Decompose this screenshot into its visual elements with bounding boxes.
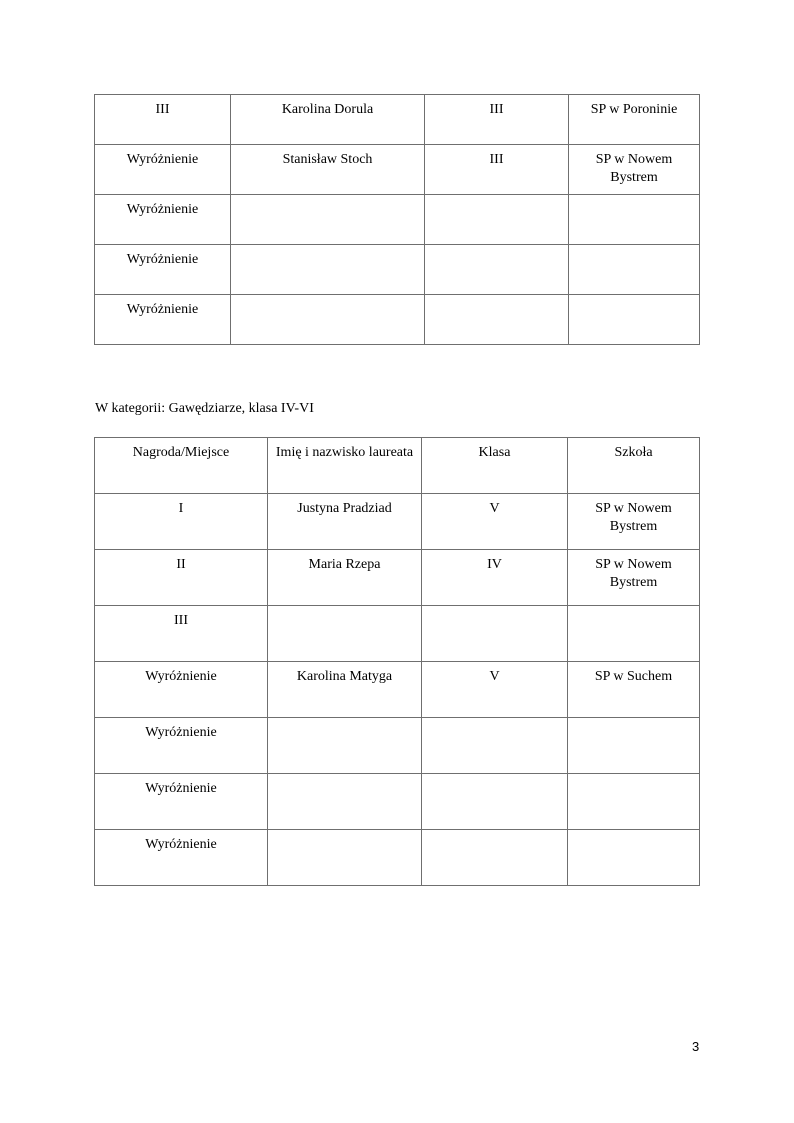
name-cell — [268, 606, 422, 662]
table-row — [95, 295, 700, 345]
class-cell: III — [425, 145, 569, 195]
class-cell — [422, 774, 568, 830]
place-cell: Wyróżnienie — [95, 774, 268, 830]
school-cell: SP w Poroninie — [569, 95, 700, 145]
school-cell: SP w Nowem Bystrem — [569, 145, 700, 195]
header-school: Szkoła — [568, 438, 700, 494]
header-class: Klasa — [422, 438, 568, 494]
school-cell: SP w Suchem — [568, 662, 700, 718]
class-cell — [425, 195, 569, 245]
place-cell: II — [95, 550, 268, 606]
name-cell — [231, 195, 425, 245]
school-cell: SP w Nowem Bystrem — [568, 550, 700, 606]
place-cell: Wyróżnienie — [95, 295, 231, 345]
page-number: 3 — [692, 1039, 700, 1054]
class-cell — [422, 830, 568, 886]
place-cell: III — [95, 606, 268, 662]
place-cell: Wyróżnienie — [95, 718, 268, 774]
place-cell: Wyróżnienie — [95, 830, 268, 886]
table-row — [95, 718, 700, 774]
name-cell: Karolina Dorula — [231, 95, 425, 145]
class-cell: V — [422, 494, 568, 550]
header-place: Nagroda/Miejsce — [95, 438, 268, 494]
header-name: Imię i nazwisko laureata — [268, 438, 422, 494]
place-cell: I — [95, 494, 268, 550]
class-cell: III — [425, 95, 569, 145]
place-cell: Wyróżnienie — [95, 245, 231, 295]
name-cell: Stanisław Stoch — [231, 145, 425, 195]
class-cell: IV — [422, 550, 568, 606]
results-table-continued — [94, 94, 700, 345]
class-cell: V — [422, 662, 568, 718]
results-table-gawedziarze — [94, 437, 700, 886]
class-cell — [425, 295, 569, 345]
school-cell — [568, 718, 700, 774]
table-row — [95, 662, 700, 718]
name-cell: Maria Rzepa — [268, 550, 422, 606]
name-cell — [268, 774, 422, 830]
school-cell: SP w Nowem Bystrem — [568, 494, 700, 550]
table-row — [95, 550, 700, 606]
place-cell: Wyróżnienie — [95, 195, 231, 245]
table-row — [95, 145, 700, 195]
name-cell — [231, 295, 425, 345]
name-cell: Karolina Matyga — [268, 662, 422, 718]
name-cell: Justyna Pradziad — [268, 494, 422, 550]
school-cell — [569, 245, 700, 295]
class-cell — [425, 245, 569, 295]
place-cell: Wyróżnienie — [95, 662, 268, 718]
class-cell — [422, 606, 568, 662]
name-cell — [268, 830, 422, 886]
table-header-row — [95, 438, 700, 494]
table-row — [95, 774, 700, 830]
table-row — [95, 245, 700, 295]
name-cell — [231, 245, 425, 295]
name-cell — [268, 718, 422, 774]
school-cell — [568, 830, 700, 886]
table-row — [95, 830, 700, 886]
school-cell — [569, 295, 700, 345]
place-cell: Wyróżnienie — [95, 145, 231, 195]
category-heading: W kategorii: Gawędziarze, klasa IV-VI — [95, 401, 314, 416]
table-row — [95, 606, 700, 662]
table-row — [95, 95, 700, 145]
school-cell — [569, 195, 700, 245]
table-row — [95, 195, 700, 245]
class-cell — [422, 718, 568, 774]
school-cell — [568, 606, 700, 662]
place-cell: III — [95, 95, 231, 145]
table-row — [95, 494, 700, 550]
school-cell — [568, 774, 700, 830]
